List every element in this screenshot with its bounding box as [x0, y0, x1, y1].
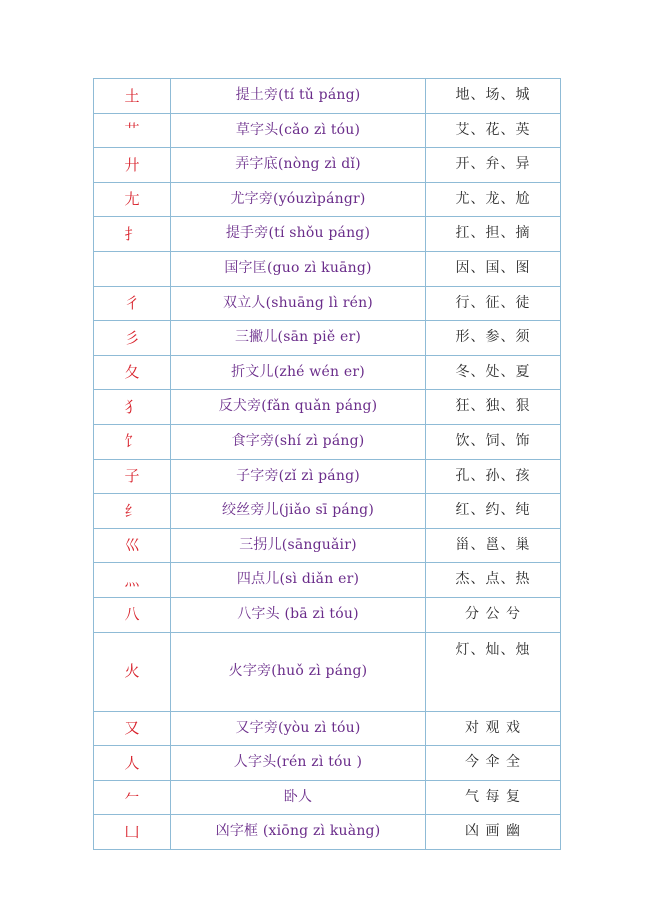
radical-name-cell: 提土旁(tí tǔ páng)	[171, 79, 426, 114]
example-characters-cell: 尤、龙、尬	[426, 182, 561, 217]
example-characters-cell: 今 伞 全	[426, 746, 561, 781]
radical-table	[93, 78, 561, 850]
table-row	[94, 528, 561, 563]
example-characters-cell: 冬、处、夏	[426, 355, 561, 390]
radical-name-cell: 绞丝旁儿(jiǎo sī páng)	[171, 494, 426, 529]
table-row	[94, 597, 561, 632]
example-characters-cell: 甾、邕、巢	[426, 528, 561, 563]
radical-cell: 彡	[94, 321, 171, 356]
radical-cell: 犭	[94, 390, 171, 425]
radical-cell: 人	[94, 746, 171, 781]
table-row	[94, 632, 561, 711]
radical-name-cell: 凶字框 (xiōng zì kuàng)	[171, 815, 426, 850]
radical-name-cell: 三拐儿(sānguǎir)	[171, 528, 426, 563]
radical-cell: 纟	[94, 494, 171, 529]
radical-cell: 又	[94, 711, 171, 746]
example-characters-cell: 扛、担、摘	[426, 217, 561, 252]
radical-name-cell: 食字旁(shí zì páng)	[171, 424, 426, 459]
radical-cell: 尢	[94, 182, 171, 217]
radical-cell: 艹	[94, 113, 171, 148]
example-characters-cell: 杰、点、热	[426, 563, 561, 598]
table-row	[94, 355, 561, 390]
radical-cell: 扌	[94, 217, 171, 252]
table-row	[94, 815, 561, 850]
table-row	[94, 321, 561, 356]
example-characters-cell: 红、约、纯	[426, 494, 561, 529]
table-row	[94, 390, 561, 425]
example-characters-cell: 因、国、图	[426, 251, 561, 286]
table-row	[94, 79, 561, 114]
example-characters-cell: 气 每 复	[426, 780, 561, 815]
table-row	[94, 459, 561, 494]
table-row	[94, 286, 561, 321]
example-characters-cell: 凶 画 幽	[426, 815, 561, 850]
radical-name-cell: 草字头(cǎo zì tóu)	[171, 113, 426, 148]
table-row	[94, 251, 561, 286]
example-characters-cell: 行、征、徒	[426, 286, 561, 321]
example-characters-cell: 狂、独、狠	[426, 390, 561, 425]
example-characters-cell: 艾、花、英	[426, 113, 561, 148]
radical-cell: 凵	[94, 815, 171, 850]
radical-name-cell: 折文儿(zhé wén er)	[171, 355, 426, 390]
radical-name-cell: 双立人(shuāng lì rén)	[171, 286, 426, 321]
radical-name-cell: 卧人	[171, 780, 426, 815]
table-row	[94, 217, 561, 252]
table-row	[94, 182, 561, 217]
radical-name-cell: 提手旁(tí shǒu páng)	[171, 217, 426, 252]
table-row	[94, 148, 561, 183]
radical-cell: 巛	[94, 528, 171, 563]
radical-name-cell: 国字匡(guo zì kuāng)	[171, 251, 426, 286]
table-row	[94, 711, 561, 746]
radical-name-cell: 尤字旁(yóuzìpángr)	[171, 182, 426, 217]
example-characters-cell: 孔、孙、孩	[426, 459, 561, 494]
radical-name-cell: 火字旁(huǒ zì páng)	[171, 632, 426, 711]
radical-name-cell: 又字旁(yòu zì tóu)	[171, 711, 426, 746]
table-row	[94, 746, 561, 781]
example-characters-cell: 形、参、须	[426, 321, 561, 356]
example-characters-cell: 分 公 兮	[426, 597, 561, 632]
example-characters-cell: 对 观 戏	[426, 711, 561, 746]
radical-cell	[94, 251, 171, 286]
radical-name-cell: 八字头 (bā zì tóu)	[171, 597, 426, 632]
radical-cell: 饣	[94, 424, 171, 459]
radical-cell: 彳	[94, 286, 171, 321]
table-row	[94, 113, 561, 148]
radical-name-cell: 三撇儿(sān piě er)	[171, 321, 426, 356]
example-characters-cell: 饮、饲、饰	[426, 424, 561, 459]
table-row	[94, 494, 561, 529]
table-row	[94, 780, 561, 815]
radical-name-cell: 弄字底(nòng zì dǐ)	[171, 148, 426, 183]
table-row	[94, 563, 561, 598]
radical-name-cell: 四点儿(sì diǎn er)	[171, 563, 426, 598]
table-row	[94, 424, 561, 459]
example-characters-cell: 地、场、城	[426, 79, 561, 114]
radical-cell: 𠂉	[94, 780, 171, 815]
radical-cell: 火	[94, 632, 171, 711]
radical-cell: 灬	[94, 563, 171, 598]
radical-cell: 子	[94, 459, 171, 494]
radical-name-cell: 子字旁(zǐ zì páng)	[171, 459, 426, 494]
radical-cell: 土	[94, 79, 171, 114]
radical-cell: 廾	[94, 148, 171, 183]
radical-cell: 八	[94, 597, 171, 632]
radical-name-cell: 反犬旁(fǎn quǎn páng)	[171, 390, 426, 425]
radical-name-cell: 人字头(rén zì tóu )	[171, 746, 426, 781]
radical-cell: 夂	[94, 355, 171, 390]
example-characters-cell: 灯、灿、烛	[426, 632, 561, 711]
example-characters-cell: 开、弁、异	[426, 148, 561, 183]
